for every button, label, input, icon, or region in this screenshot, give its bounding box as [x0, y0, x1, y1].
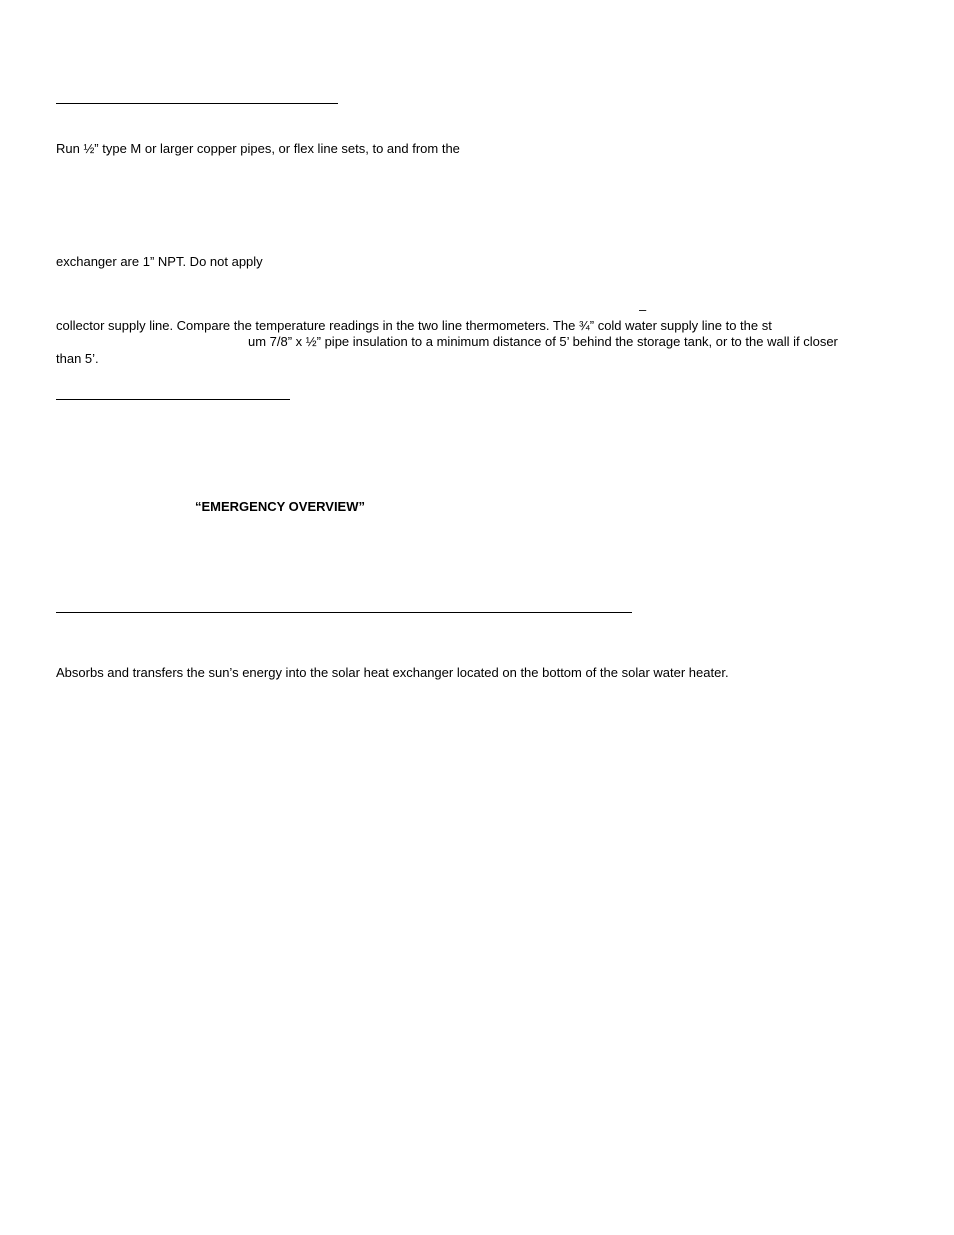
- piping-paragraph-line-5: than 5’.: [56, 351, 99, 366]
- piping-paragraph-dash: –: [639, 302, 647, 317]
- piping-paragraph-line-3: collector supply line. Compare the temperature readings in the two line thermometers. The ¾” cold water supply line to the st: [56, 318, 772, 333]
- section-heading-rule-2: [56, 399, 290, 400]
- section-heading-rule-1: [56, 103, 338, 104]
- collector-description: Absorbs and transfers the sun’s energy into the solar heat exchanger located on the bottom of the solar water heater.: [56, 665, 729, 680]
- section-heading-rule-3: [56, 612, 632, 613]
- emergency-overview-heading: “EMERGENCY OVERVIEW”: [195, 499, 365, 514]
- piping-paragraph-line-4: um 7/8” x ½” pipe insulation to a minimum distance of 5’ behind the storage tank, or to the wall if closer: [248, 334, 838, 349]
- piping-paragraph-line-2: exchanger are 1” NPT. Do not apply: [56, 254, 263, 269]
- piping-paragraph-line-1: Run ½” type M or larger copper pipes, or flex line sets, to and from the: [56, 141, 460, 156]
